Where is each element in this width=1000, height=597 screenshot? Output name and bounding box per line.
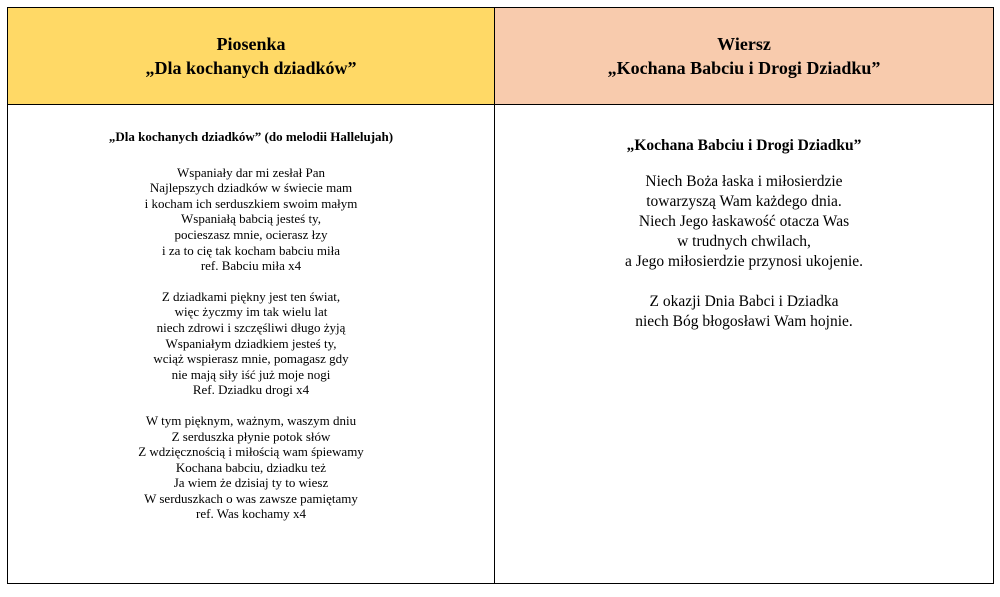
song-column — [8, 8, 495, 583]
song-line: Wspaniałą babcią jesteś ty, — [181, 211, 321, 227]
song-line: Najlepszych dziadków w świecie mam — [149, 180, 353, 196]
poem-column — [495, 8, 993, 583]
song-line: Z wdzięcznością i miłością wam śpiewamy — [138, 444, 364, 460]
song-header-cell — [8, 8, 494, 105]
song-body-cell — [8, 105, 494, 522]
poem-line: Niech Jego łaskawość otacza Was — [638, 213, 850, 230]
poem-body-cell — [495, 105, 993, 332]
song-line: niech zdrowi i szczęśliwi długo żyją — [156, 319, 346, 335]
song-line: wciąż wspierasz mnie, pomagasz gdy — [153, 351, 349, 367]
poem-line: towarzyszą Wam każdego dnia. — [646, 193, 842, 210]
song-header-title: „Dla kochanych dziadków” — [145, 58, 357, 78]
song-line: i kocham ich serduszkiem swoim małym — [144, 195, 358, 211]
song-stanza-1 — [8, 165, 494, 274]
song-line: W tym pięknym, ważnym, waszym dniu — [145, 412, 357, 428]
poem-line: niech Bóg błogosławi Wam hojnie. — [635, 313, 853, 330]
poem-line: a Jego miłosierdzie przynosi ukojenie. — [624, 253, 864, 270]
song-line: Kochana babciu, dziadku też — [175, 459, 327, 475]
song-title: „Dla kochanych dziadków” (do melodii Hallelujah) — [108, 129, 394, 144]
song-line: więc życzmy im tak wielu lat — [174, 304, 328, 320]
poem-line: Niech Boża łaska i miłosierdzie — [645, 173, 843, 190]
song-line: Wspaniały dar mi zesłał Pan — [176, 164, 325, 180]
poem-line: w trudnych chwilach, — [677, 233, 811, 250]
song-line: Ja wiem że dzisiaj ty to wiesz — [173, 475, 329, 491]
song-refrain: Ref. Dziadku drogi x4 — [192, 382, 310, 398]
song-line: Z dziadkami piękny jest ten świat, — [161, 288, 341, 304]
song-line: Z serduszka płynie potok słów — [171, 428, 331, 444]
comparison-table — [7, 7, 994, 584]
song-line: i za to cię tak kocham babciu miła — [162, 242, 340, 258]
poem-header-cell — [495, 8, 993, 105]
song-refrain: ref. Was kochamy x4 — [196, 506, 306, 522]
song-header-label: Piosenka — [216, 34, 286, 54]
poem-line: Z okazji Dnia Babci i Dziadka — [649, 293, 839, 310]
song-line: W serduszkach o was zawsze pamiętamy — [144, 490, 358, 506]
poem-title: „Kochana Babciu i Drogi Dziadku” — [626, 137, 862, 154]
song-line: Wspaniałym dziadkiem jesteś ty, — [165, 335, 337, 351]
poem-paragraph-2 — [495, 292, 993, 332]
song-line: pocieszasz mnie, ocierasz łzy — [174, 226, 328, 242]
song-stanza-3 — [8, 413, 494, 522]
poem-paragraph-1 — [495, 172, 993, 272]
song-refrain: ref. Babciu miła x4 — [200, 258, 302, 274]
poem-header-label: Wiersz — [717, 34, 771, 54]
song-stanza-2 — [8, 289, 494, 398]
song-line: nie mają siły iść już moje nogi — [171, 366, 331, 382]
poem-header-title: „Kochana Babciu i Drogi Dziadku” — [607, 58, 881, 78]
